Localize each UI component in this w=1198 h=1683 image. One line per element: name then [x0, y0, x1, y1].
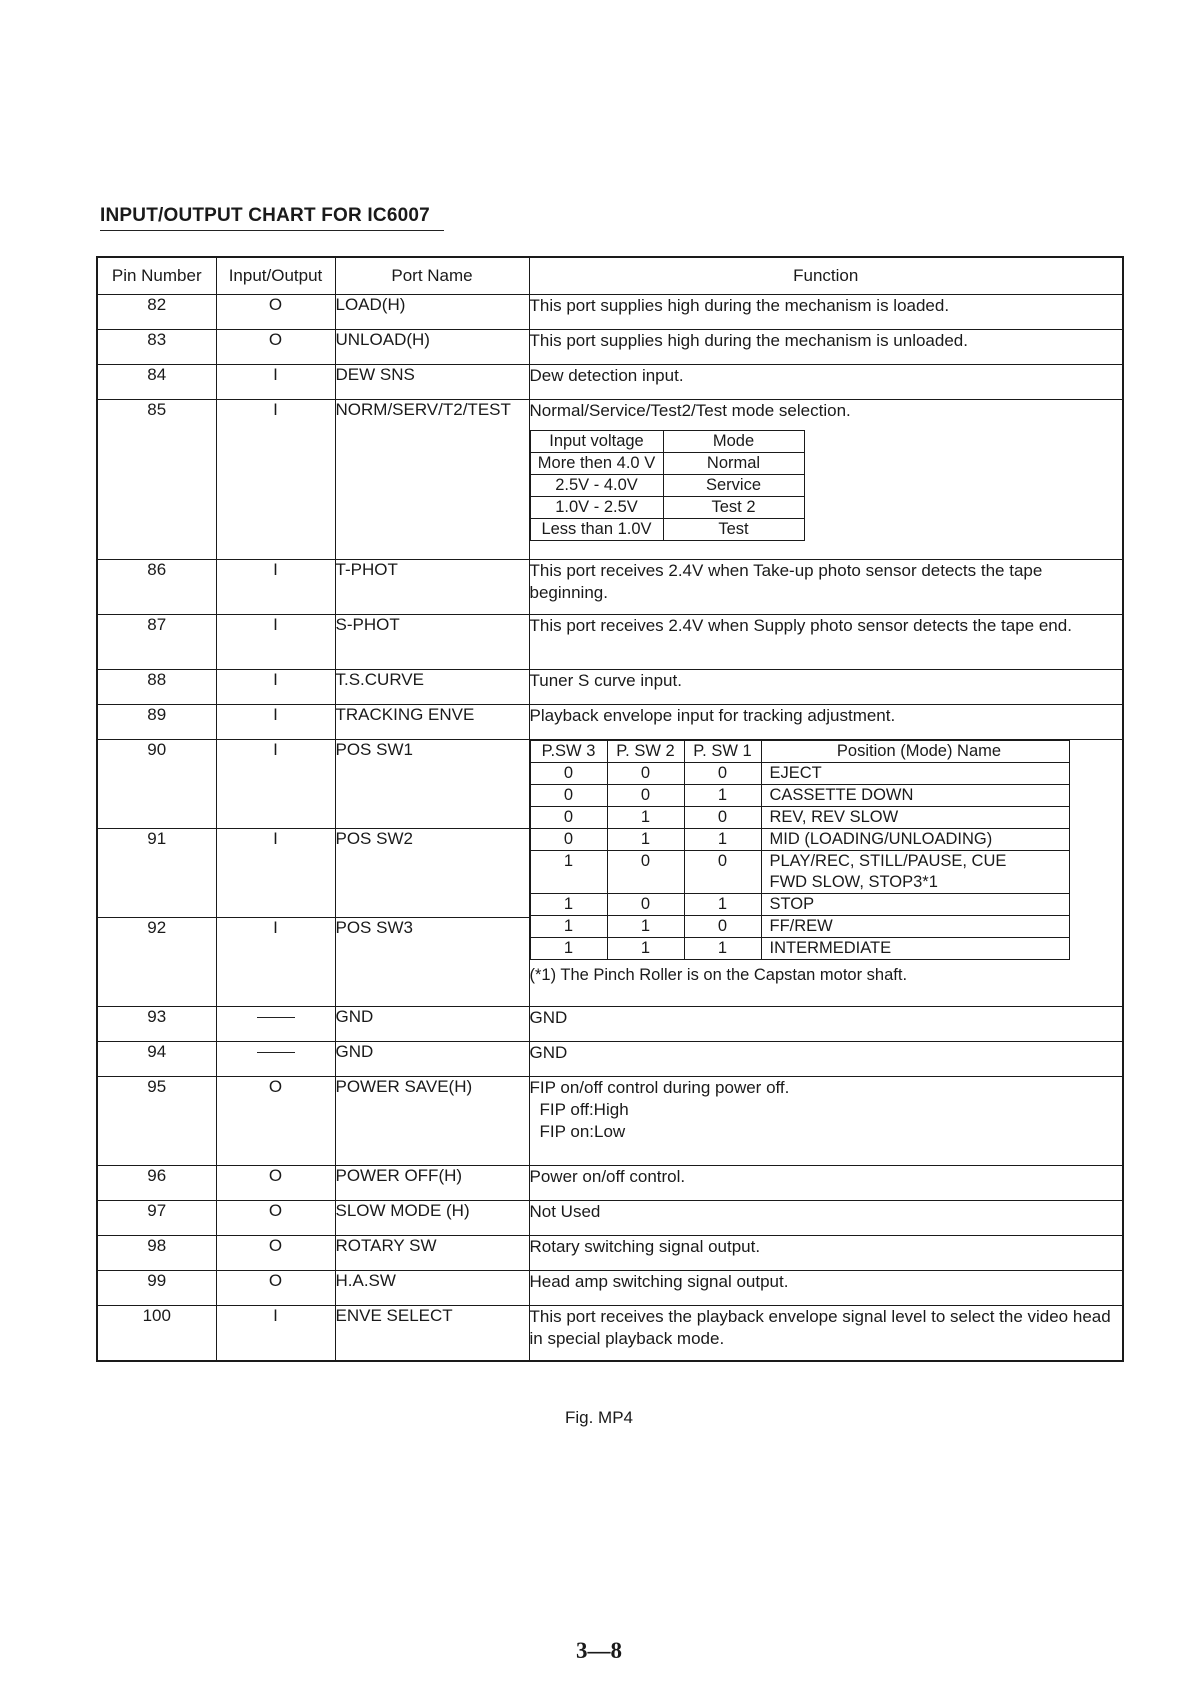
position-row	[530, 763, 1069, 785]
table-row	[97, 295, 1123, 330]
position-row	[530, 785, 1069, 807]
port-cell: GND	[335, 1042, 529, 1077]
psw3-cell: 0	[530, 829, 607, 851]
position-name-cell: EJECT	[761, 763, 1069, 785]
header-row	[97, 257, 1123, 295]
table-row	[97, 740, 1123, 829]
position-row	[530, 851, 1069, 894]
position-header: P.SW 3	[530, 741, 607, 763]
mode-cell: Service	[663, 475, 804, 497]
psw2-cell: 1	[607, 938, 684, 960]
io-cell: I	[216, 400, 335, 560]
position-name-cell	[761, 851, 1069, 894]
port-cell: POS SW1	[335, 740, 529, 829]
header-port: Port Name	[335, 257, 529, 295]
function-cell: Dew detection input.	[529, 365, 1123, 400]
psw1-cell: 0	[684, 916, 761, 938]
position-name-line: PLAY/REC, STILL/PAUSE, CUE	[769, 852, 1007, 870]
io-cell: O	[216, 1236, 335, 1271]
pin-cell: 99	[97, 1271, 216, 1306]
psw1-cell: 0	[684, 851, 761, 894]
position-table	[530, 740, 1070, 960]
pin-cell: 83	[97, 330, 216, 365]
function-cell	[529, 400, 1123, 560]
port-cell: NORM/SERV/T2/TEST	[335, 400, 529, 560]
port-cell: TRACKING ENVE	[335, 705, 529, 740]
table-row	[97, 400, 1123, 560]
psw2-cell: 0	[607, 763, 684, 785]
function-cell	[529, 740, 1123, 1007]
function-cell: This port receives 2.4V when Supply photo sensor detects the tape end.	[529, 615, 1123, 670]
port-cell: T-PHOT	[335, 560, 529, 615]
io-cell	[216, 1007, 335, 1042]
table-row	[97, 1201, 1123, 1236]
io-cell: I	[216, 670, 335, 705]
io-cell: I	[216, 740, 335, 829]
position-name-cell: REV, REV SLOW	[761, 807, 1069, 829]
function-cell	[529, 1077, 1123, 1166]
psw3-cell: 0	[530, 785, 607, 807]
position-row	[530, 916, 1069, 938]
pin-cell: 92	[97, 918, 216, 1007]
function-cell: This port receives 2.4V when Take-up photo sensor detects the tape beginning.	[529, 560, 1123, 615]
position-header: Position (Mode) Name	[761, 741, 1069, 763]
dash-mark	[257, 1052, 295, 1053]
io-cell: I	[216, 705, 335, 740]
pin-cell: 89	[97, 705, 216, 740]
psw2-cell: 1	[607, 916, 684, 938]
pin-cell: 96	[97, 1166, 216, 1201]
psw1-cell: 1	[684, 785, 761, 807]
dash-mark	[257, 1017, 295, 1018]
psw3-cell: 1	[530, 894, 607, 916]
position-name-cell: INTERMEDIATE	[761, 938, 1069, 960]
psw3-cell: 1	[530, 851, 607, 894]
position-header: P. SW 2	[607, 741, 684, 763]
port-cell: DEW SNS	[335, 365, 529, 400]
mode-cell: Test	[663, 519, 804, 541]
io-cell: O	[216, 1166, 335, 1201]
function-cell: GND	[529, 1007, 1123, 1042]
pin-cell: 84	[97, 365, 216, 400]
port-cell: POWER SAVE(H)	[335, 1077, 529, 1166]
psw2-cell: 0	[607, 851, 684, 894]
port-cell: GND	[335, 1007, 529, 1042]
psw1-cell: 0	[684, 763, 761, 785]
voltage-row	[530, 453, 804, 475]
io-cell: I	[216, 365, 335, 400]
table-row	[97, 670, 1123, 705]
port-cell: S-PHOT	[335, 615, 529, 670]
port-cell: POS SW3	[335, 918, 529, 1007]
voltage-row	[530, 497, 804, 519]
voltage-cell: 2.5V - 4.0V	[530, 475, 663, 497]
position-row	[530, 829, 1069, 851]
pin-cell: 85	[97, 400, 216, 560]
pin-cell: 100	[97, 1306, 216, 1361]
function-text: Normal/Service/Test2/Test mode selection.	[529, 401, 851, 420]
mode-cell: Normal	[663, 453, 804, 475]
function-cell: Tuner S curve input.	[529, 670, 1123, 705]
position-row	[530, 894, 1069, 916]
page-title: INPUT/OUTPUT CHART FOR IC6007	[100, 205, 444, 231]
page-number: 3—8	[576, 1638, 622, 1663]
psw2-cell: 0	[607, 785, 684, 807]
voltage-cell: 1.0V - 2.5V	[530, 497, 663, 519]
io-cell: O	[216, 295, 335, 330]
io-cell: I	[216, 918, 335, 1007]
pin-cell: 94	[97, 1042, 216, 1077]
voltage-row	[530, 475, 804, 497]
io-cell: O	[216, 1077, 335, 1166]
table-row	[97, 365, 1123, 400]
port-cell: T.S.CURVE	[335, 670, 529, 705]
table-row	[97, 1077, 1123, 1166]
voltage-row	[530, 519, 804, 541]
function-text: FIP off:High	[539, 1100, 629, 1119]
figure-caption: Fig. MP4	[564, 1408, 634, 1427]
position-name-line: FWD SLOW, STOP3*1	[769, 873, 938, 891]
mode-cell: Test 2	[663, 497, 804, 519]
function-text: FIP on:Low	[539, 1122, 626, 1141]
psw1-cell: 1	[684, 829, 761, 851]
pin-cell: 88	[97, 670, 216, 705]
io-cell	[216, 1042, 335, 1077]
function-cell: Power on/off control.	[529, 1166, 1123, 1201]
table-row	[97, 330, 1123, 365]
voltage-header-row	[530, 431, 804, 453]
table-row	[97, 1042, 1123, 1077]
io-cell: O	[216, 1271, 335, 1306]
header-io: Input/Output	[216, 257, 335, 295]
voltage-header-mode: Mode	[663, 431, 804, 453]
table-row	[97, 615, 1123, 670]
psw3-cell: 1	[530, 916, 607, 938]
psw2-cell: 1	[607, 807, 684, 829]
table-row	[97, 705, 1123, 740]
port-cell: UNLOAD(H)	[335, 330, 529, 365]
voltage-cell: More then 4.0 V	[530, 453, 663, 475]
pin-cell: 97	[97, 1201, 216, 1236]
io-cell: O	[216, 330, 335, 365]
table-row	[97, 1007, 1123, 1042]
header-pin: Pin Number	[97, 257, 216, 295]
port-cell: ROTARY SW	[335, 1236, 529, 1271]
function-text: FIP on/off control during power off.	[529, 1078, 790, 1097]
psw1-cell: 1	[684, 894, 761, 916]
psw1-cell: 0	[684, 807, 761, 829]
pin-cell: 91	[97, 829, 216, 918]
io-cell: I	[216, 615, 335, 670]
position-row	[530, 807, 1069, 829]
psw3-cell: 0	[530, 807, 607, 829]
position-header: P. SW 1	[684, 741, 761, 763]
table-row	[97, 1236, 1123, 1271]
psw2-cell: 0	[607, 894, 684, 916]
position-name-cell: FF/REW	[761, 916, 1069, 938]
function-cell: This port supplies high during the mechanism is unloaded.	[529, 330, 1123, 365]
pin-cell: 87	[97, 615, 216, 670]
io-cell: I	[216, 1306, 335, 1361]
io-cell: O	[216, 1201, 335, 1236]
function-cell: Head amp switching signal output.	[529, 1271, 1123, 1306]
table-row	[97, 1306, 1123, 1361]
pin-cell: 82	[97, 295, 216, 330]
port-cell: SLOW MODE (H)	[335, 1201, 529, 1236]
table-row	[97, 560, 1123, 615]
voltage-mode-table	[530, 430, 805, 541]
position-name-cell: STOP	[761, 894, 1069, 916]
function-cell: This port receives the playback envelope signal level to select the video head in special playback mode.	[529, 1306, 1123, 1361]
io-chart-table	[96, 256, 1124, 1362]
table-row	[97, 1166, 1123, 1201]
psw2-cell: 1	[607, 829, 684, 851]
function-cell: Rotary switching signal output.	[529, 1236, 1123, 1271]
function-cell: This port supplies high during the mechanism is loaded.	[529, 295, 1123, 330]
header-function: Function	[529, 257, 1123, 295]
function-cell: Playback envelope input for tracking adjustment.	[529, 705, 1123, 740]
psw3-cell: 0	[530, 763, 607, 785]
position-name-cell: MID (LOADING/UNLOADING)	[761, 829, 1069, 851]
table-row	[97, 1271, 1123, 1306]
pin-cell: 93	[97, 1007, 216, 1042]
io-cell: I	[216, 560, 335, 615]
port-cell: LOAD(H)	[335, 295, 529, 330]
position-row	[530, 938, 1069, 960]
psw1-cell: 1	[684, 938, 761, 960]
pin-cell: 86	[97, 560, 216, 615]
port-cell: ENVE SELECT	[335, 1306, 529, 1361]
port-cell: POWER OFF(H)	[335, 1166, 529, 1201]
position-header-row	[530, 741, 1069, 763]
function-cell: GND	[529, 1042, 1123, 1077]
function-cell: Not Used	[529, 1201, 1123, 1236]
footnote: (*1) The Pinch Roller is on the Capstan motor shaft.	[529, 966, 908, 984]
position-name-cell: CASSETTE DOWN	[761, 785, 1069, 807]
voltage-header-input: Input voltage	[530, 431, 663, 453]
psw3-cell: 1	[530, 938, 607, 960]
port-cell: POS SW2	[335, 829, 529, 918]
voltage-cell: Less than 1.0V	[530, 519, 663, 541]
pin-cell: 95	[97, 1077, 216, 1166]
io-cell: I	[216, 829, 335, 918]
pin-cell: 90	[97, 740, 216, 829]
pin-cell: 98	[97, 1236, 216, 1271]
port-cell: H.A.SW	[335, 1271, 529, 1306]
